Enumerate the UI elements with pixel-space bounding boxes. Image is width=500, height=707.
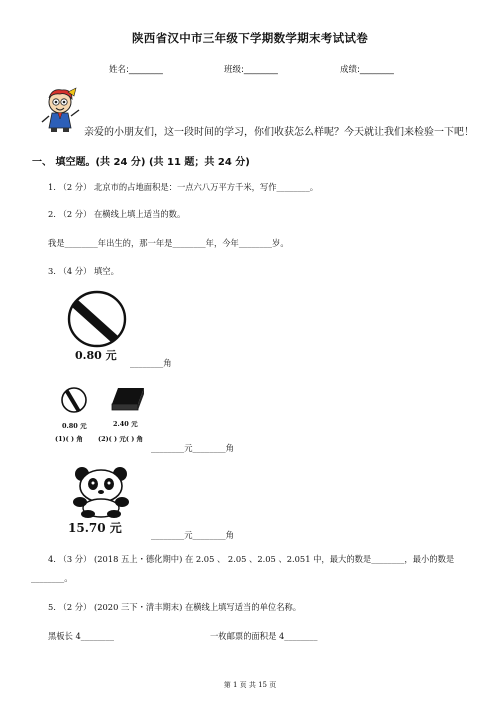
panda-illustration: [68, 466, 134, 518]
greeting-text: 亲爱的小朋友们，这一段时间的学习，你们收获怎么样呢？今天就让我们来检验一下吧！: [84, 127, 474, 138]
answer-blank-1: ________角: [130, 358, 172, 368]
section-heading: 一、 填空题。(共 24 分) (共 11 题；共 24 分): [32, 157, 250, 168]
question-4-continuation: ________。: [31, 573, 73, 583]
price-label-panda: 15.70 元: [68, 521, 122, 535]
mascot-illustration: [38, 86, 84, 134]
question-1: 1. （2 分） 北京市的占地面积是：一点六八万平方千米，写作________。: [48, 182, 319, 192]
question-4: 4. （3 分） (2018 五上・德化期中) 在 2.05 、 2.05 、2.05 、2.051 中，最大的数是________，最小的数是: [48, 554, 455, 564]
page-footer: 第 1 页 共 15 页: [223, 681, 277, 689]
small-label-1: (1)( ) 角: [55, 435, 83, 443]
ball-illustration: [66, 290, 128, 348]
question-5-a: 黑板长 4________: [48, 631, 114, 641]
small-ball-illustration: [60, 386, 88, 414]
book-illustration: [110, 386, 146, 414]
question-5: 5. （2 分） (2020 三下・清丰期末) 在横线上填写适当的单位名称。: [48, 602, 302, 612]
book-price: 2.40 元: [113, 420, 138, 428]
price-label-ball: 0.80 元: [75, 349, 117, 362]
question-5-b: 一枚邮票的面积是 4________: [210, 631, 318, 641]
answer-blank-2: ________元________角: [151, 443, 234, 453]
name-field-label: 姓名:________: [109, 65, 163, 75]
score-field-label: 成绩:________: [340, 65, 394, 75]
question-2: 2. （2 分） 在横线上填上适当的数。: [48, 209, 186, 219]
question-2-line: 我是________年出生的，那一年是________年，今年________岁。: [48, 238, 289, 248]
class-field-label: 班级:________: [224, 65, 278, 75]
page-title: 陕西省汉中市三年级下学期数学期末考试试卷: [132, 31, 368, 45]
small-ball-price: 0.80 元: [62, 422, 87, 430]
answer-blank-3: ________元________角: [151, 530, 234, 540]
small-label-2: (2)( ) 元( ) 角: [98, 435, 144, 443]
question-3: 3. （4 分） 填空。: [48, 266, 119, 276]
